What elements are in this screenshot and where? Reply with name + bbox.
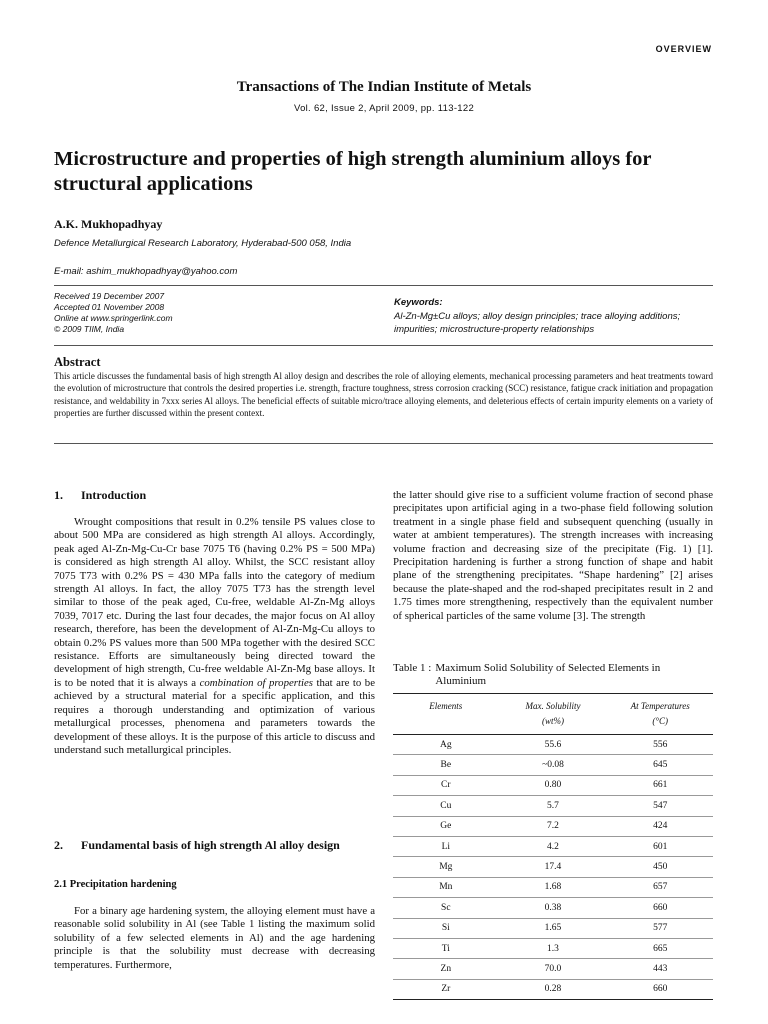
cell-temperature: 450 — [607, 857, 713, 877]
table-row — [393, 735, 713, 755]
cell-temperature: 645 — [607, 755, 713, 775]
author-email: E-mail: ashim_mukhopadhyay@yahoo.com — [54, 266, 238, 277]
table-row — [393, 959, 713, 979]
cell-element: Be — [393, 755, 499, 775]
cell-element: Li — [393, 836, 499, 856]
cell-solubility: 0.28 — [499, 979, 608, 999]
cell-solubility: 1.68 — [499, 877, 608, 897]
keywords-label: Keywords: — [394, 297, 443, 308]
cell-element: Ag — [393, 735, 499, 755]
divider-middle — [54, 345, 713, 346]
col-max-solubility: Max. Solubility (wt%) — [499, 694, 608, 735]
divider-top — [54, 285, 713, 286]
received-date: Received 19 December 2007 — [54, 291, 165, 301]
section-label: OVERVIEW — [655, 44, 712, 54]
table-1-caption: Table 1 : Maximum Solid Solubility of Selected Elements in Aluminium — [393, 662, 661, 687]
volume-info: Vol. 62, Issue 2, April 2009, pp. 113-122 — [293, 103, 475, 114]
col-elements: Elements — [393, 694, 499, 735]
cell-solubility: 4.2 — [499, 836, 608, 856]
cell-temperature: 660 — [607, 898, 713, 918]
table-row — [393, 877, 713, 897]
cell-solubility: 0.80 — [499, 775, 608, 795]
cell-solubility: 0.38 — [499, 898, 608, 918]
table-row — [393, 755, 713, 775]
table-row — [393, 979, 713, 999]
subsection-2-1-heading: 2.1 Precipitation hardening — [54, 879, 177, 890]
abstract-text: This article discusses the fundamental basis of high strength Al alloy design and describes the role of alloying elements, mechanical processing parameters and heat treatments toward the evolution of microstructure that controls the desired properties i.e. strength, fracture toughness, stress corrosion cracking (SCC) resistance, fatigue crack initiation and propagation resistance, and weldability in 7xxx series Al alloys. The beneficial effects of suitable micro/trace alloying elements, and deleterious effects of certain impurity elements on a variety of properties are further discussed within the present context. — [54, 371, 713, 419]
table-row — [393, 918, 713, 938]
cell-temperature: 665 — [607, 938, 713, 958]
section-1-heading: 1. Introduction — [54, 488, 147, 502]
cell-solubility: 55.6 — [499, 735, 608, 755]
cell-element: Mn — [393, 877, 499, 897]
cell-temperature: 556 — [607, 735, 713, 755]
table-row — [393, 898, 713, 918]
cell-temperature: 661 — [607, 775, 713, 795]
author-name: A.K. Mukhopadhyay — [54, 217, 163, 231]
journal-title: Transactions of The Indian Institute of Metals — [236, 79, 532, 95]
table-row — [393, 816, 713, 836]
table-row — [393, 796, 713, 816]
cell-temperature: 657 — [607, 877, 713, 897]
cell-solubility: ~0.08 — [499, 755, 608, 775]
cell-temperature: 577 — [607, 918, 713, 938]
cell-solubility: 1.65 — [499, 918, 608, 938]
intro-paragraph: Wrought compositions that result in 0.2% tensile PS values close to about 500 MPa are considered as high strength Al alloys. Accordingly, peak aged Al-Zn-Mg-Cu-Cr base 7075 T6 (having 0.2% PS = 500 MPa) is considered as high strength Al alloy. Whilst, the SCC resistant alloy 7075 T73 with 0.2% PS = 430 MPa falls into the category of medium strength Al alloys. In fact, the alloy 7075 T73 has the strength level similar to those of the peak aged, Cu-free, weldable Al-Zn-Mg alloys 7039, 7017 etc. During the last four decades, the major focus on Al alloy research, therefore, has been the development of Al-Zn-Mg-Cu alloys to obtain 0.2% PS values more than 500 MPa together with the desired SCC resistance. Efforts are simultaneously being directed toward the development of high strength, Cu-free weldable Al-Zn-Mg base alloys. It is to be noted that it is always a combination of properties that are to be achieved by a structural material for a specific application, and this requires a thorough understanding and optimization of various metallurgical processes, phenomena and parameters towards the development of these alloys. It is the purpose of this article to discuss and understand such metallurgical principles. — [54, 516, 375, 756]
cell-element: Zn — [393, 959, 499, 979]
table-row — [393, 857, 713, 877]
table-row — [393, 836, 713, 856]
cell-temperature: 601 — [607, 836, 713, 856]
precipitation-paragraph: For a binary age hardening system, the alloying element must have a reasonable solid solubility in Al (see Table 1 listing the maximum solid solubility of a few selected elements in Al) and the age hardening principle is that the solubility must decrease with decreasing temperatures. Furthermore, — [54, 905, 375, 971]
cell-solubility: 1.3 — [499, 938, 608, 958]
table-row — [393, 775, 713, 795]
cell-element: Zr — [393, 979, 499, 999]
accepted-date: Accepted 01 November 2008 — [54, 302, 165, 312]
section-2-heading: 2. Fundamental basis of high strength Al alloy design — [54, 838, 340, 852]
solubility-table — [393, 693, 713, 1000]
cell-temperature: 547 — [607, 796, 713, 816]
cell-element: Ti — [393, 938, 499, 958]
cell-element: Cu — [393, 796, 499, 816]
article-history — [54, 291, 173, 335]
cell-solubility: 70.0 — [499, 959, 608, 979]
cell-solubility: 17.4 — [499, 857, 608, 877]
cell-element: Ge — [393, 816, 499, 836]
keywords-text: Al-Zn-Mg±Cu alloys; alloy design principles; trace alloying additions; impurities; microstructure-property relationships — [394, 311, 681, 335]
article-title: Microstructure and properties of high strength aluminium alloys for structural applications — [54, 148, 652, 195]
cell-element: Sc — [393, 898, 499, 918]
abstract-heading: Abstract — [54, 355, 101, 369]
right-column-paragraph: the latter should give rise to a sufficient volume fraction of second phase precipitates upon artificial aging in a two-phase field following solution treatment in a single phase field and subsequent quenching (usually in water at ambient temperatures). The strength increases with increasing volume fraction and decreasing size of the precipitate (Fig. 1) [1]. Precipitation hardening is further a strong function of shape and habit plane of the strengthening precipitates. “Shape hardening” [2] arises because the plate-shaped and the rod-shaped precipitates result in 2 and 1.75 times more strengthening, respectively than the equivalent number of spherical particles of the same volume [3]. The strength — [393, 489, 713, 622]
cell-element: Si — [393, 918, 499, 938]
cell-element: Mg — [393, 857, 499, 877]
divider-bottom — [54, 443, 713, 444]
author-affiliation: Defence Metallurgical Research Laboratory, Hyderabad-500 058, India — [54, 238, 352, 249]
cell-solubility: 7.2 — [499, 816, 608, 836]
cell-temperature: 443 — [607, 959, 713, 979]
online-info: Online at www.springerlink.com — [54, 313, 173, 323]
col-temperature: At Temperatures (°C) — [607, 694, 713, 735]
cell-temperature: 424 — [607, 816, 713, 836]
cell-temperature: 660 — [607, 979, 713, 999]
copyright: © 2009 TIIM, India — [54, 324, 125, 334]
cell-element: Cr — [393, 775, 499, 795]
table-row — [393, 938, 713, 958]
cell-solubility: 5.7 — [499, 796, 608, 816]
table-header-row — [393, 694, 713, 735]
